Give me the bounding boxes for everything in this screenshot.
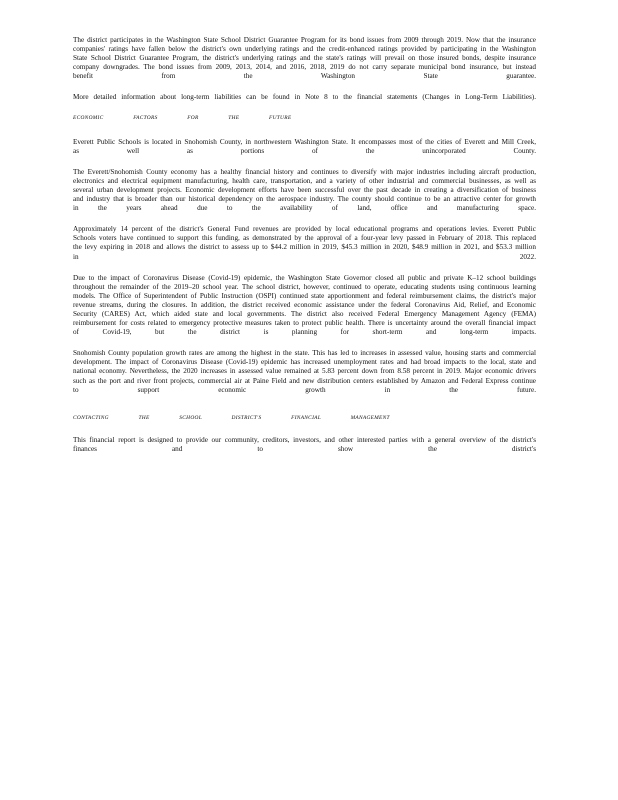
paragraph-financial-report: This financial report is designed to provide our community, creditors, investors, and other interested parties with a general overview of the district's finances and to show the district's: [73, 435, 536, 453]
document-body: [73, 36, 536, 466]
heading-contacting-management: CONTACTING THE SCHOOL DISTRICT'S FINANCIAL MANAGEMENT: [73, 414, 390, 421]
paragraph-population-growth: Snohomish County population growth rates are among the highest in the state. This has led to increases in assessed value, housing starts and commercial development. The impact of Coronavirus Disease (Covid-19) epidemic has increased unemployment rates and had broad impacts to the local, state and national economy. Nevertheless, the 2020 increases in assessed value remained at 5.83 percent down from 8.58 percent in 2019. Major economic drivers such as the port and river front projects, commercial air at Paine Field and new distribution centers established by Amazon and Federal Express continue to support economic growth in the future.: [73, 349, 536, 394]
paragraph-covid: Due to the impact of Coronavirus Disease (Covid-19) epidemic, the Washington State Governor closed all public and private K–12 school buildings throughout the remainder of the 2019–20 school year. The school district, however, continued to operate, educating students using continuous learning models. The Office of Superintendent of Public Instruction (OSPI) continued state apportionment and federal reimbursement claims, the district's major revenue streams, during the closures. In addition, the district received economic assistance under the federal Coronavirus Aid, Relief, and Economic Security (CARES) Act, which aided state and local governments. The district also received Federal Emergency Management Agency (FEMA) reimbursement for costs related to emergency protective measures taken to protect public health. There is uncertainty around the overall financial impact of Covid-19, but the district is planning for short-term and long-term impacts.: [73, 273, 536, 337]
paragraph-economy: The Everett/Snohomish County economy has a healthy financial history and continues to diversify with major industries including aircraft production, electronics and electrical equipment manufacturing, health care, transportation, and a variety of other industrial and commercial businesses, as well as several urban development projects. Economic development efforts have been successful over the past decade in creating a diversification of business and industry that is broader than our historical dependency on the aerospace industry. The county should continue to be an attractive center for growth in the years ahead due to the availability of land, office and manufacturing space.: [73, 167, 536, 213]
paragraph-guarantee-program: The district participates in the Washington State School District Guarantee Program for its bond issues from 2009 through 2019. Now that the insurance companies' ratings have fallen below the district's own underlying ratings and the credit-enhanced ratings provided by participating in the Washington State School District Guarantee Program, the district's underlying ratings and the state's ratings will prevail on those insured bonds, despite insurance company downgrades. The bond issues from 2009, 2013, 2014, and 2016, 2018, 2019 do not carry separate municipal bond insurance, but instead benefit from the Washington State guarantee.: [73, 36, 536, 81]
paragraph-levies: Approximately 14 percent of the district's General Fund revenues are provided by local educational programs and operations levies. Everett Public Schools voters have continued to support this funding, as demonstrated by the approval of a four-year levy passed in February of 2018. This replaced the levy expiring in 2018 and allows the district to assess up to $44.2 million in 2019, $45.3 million in 2020, $48.9 million in 2021, and $53.3 million in 2022.: [73, 225, 536, 261]
paragraph-long-term-liabilities: More detailed information about long-term liabilities can be found in Note 8 to the financial statements (Changes in Long-Term Liabilities).: [73, 93, 536, 102]
paragraph-location: Everett Public Schools is located in Snohomish County, in northwestern Washington State. It encompasses most of the cities of Everett and Mill Creek, as well as portions of the unincorporated County.: [73, 137, 536, 155]
heading-economic-factors: ECONOMIC FACTORS FOR THE FUTURE: [73, 114, 292, 121]
